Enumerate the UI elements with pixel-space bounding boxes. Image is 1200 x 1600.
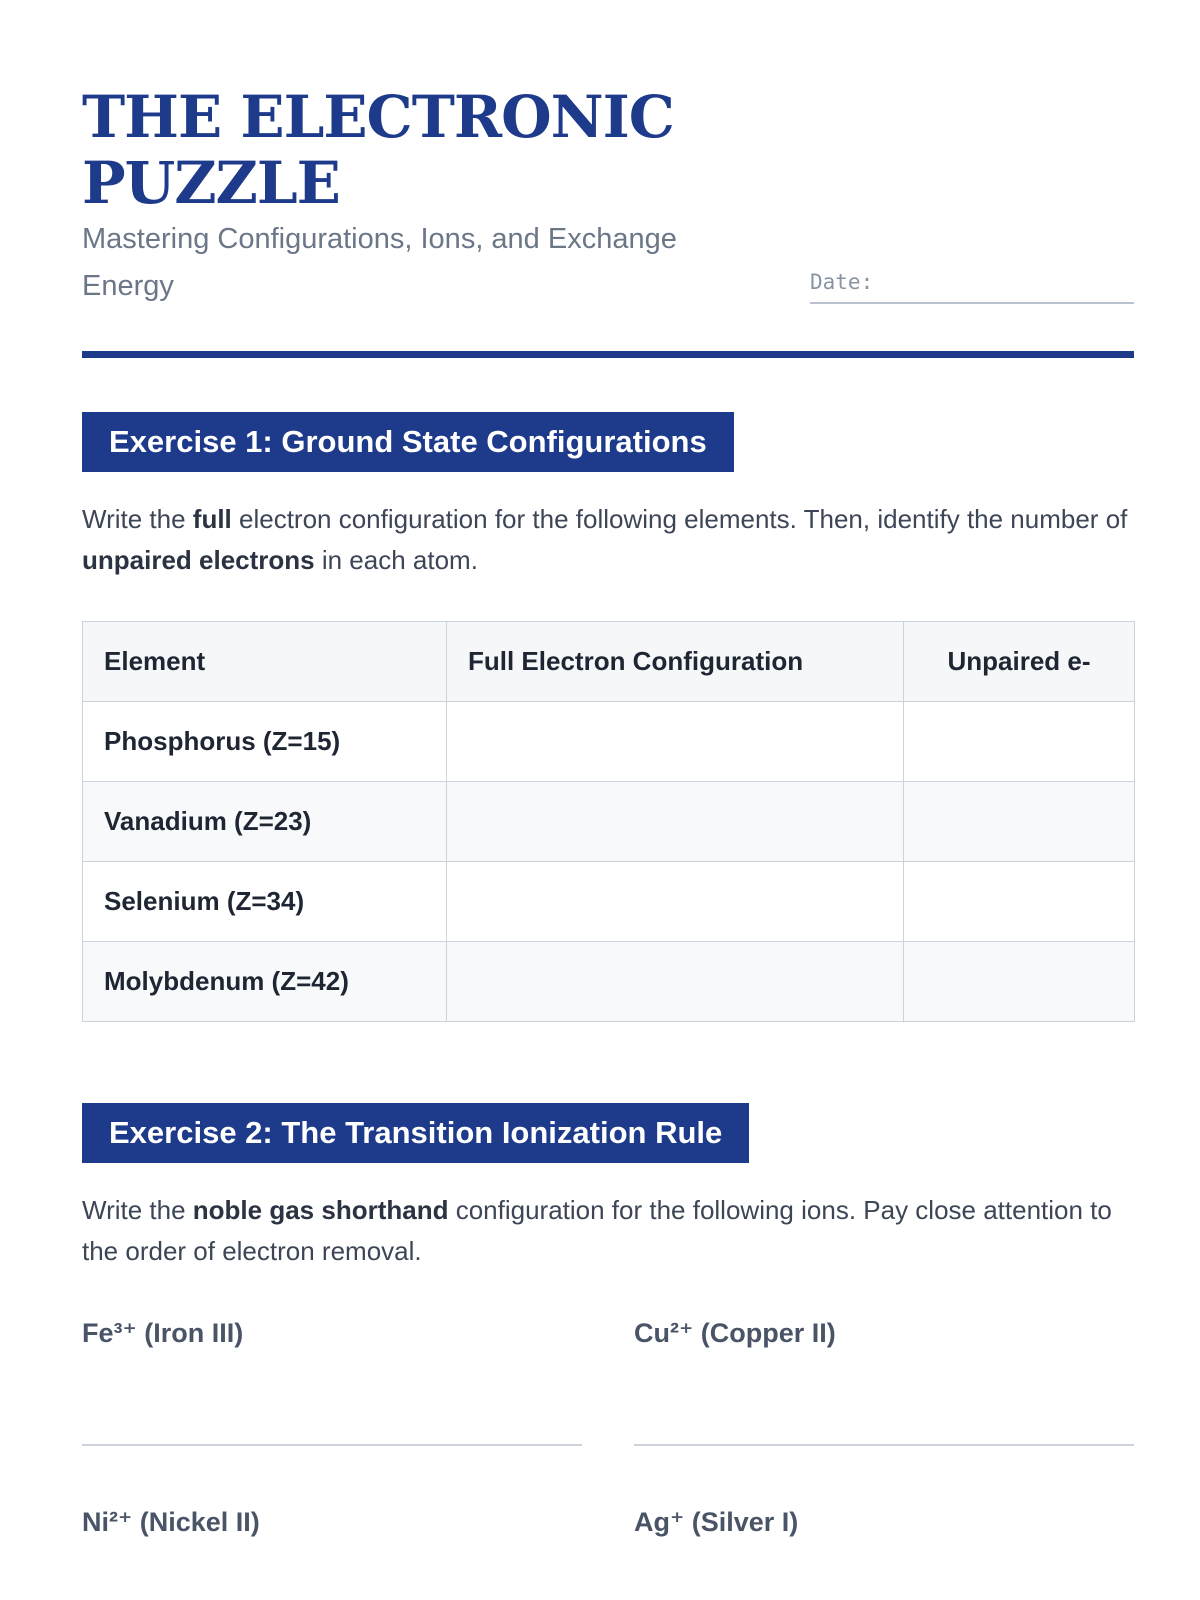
instr-text: configuration for the following ions. Pay close attention to the order of electron removal. (82, 1195, 1112, 1266)
column-header-unpaired: Unpaired e- (904, 622, 1135, 702)
unpaired-answer-cell[interactable] (904, 862, 1135, 942)
instr-bold: noble gas shorthand (192, 1195, 449, 1225)
ion-answer-block (634, 1316, 1134, 1350)
exercise-1-heading: Exercise 1: Ground State Configurations (82, 412, 734, 472)
exercise-2-instructions (82, 1190, 1142, 1272)
table-row (83, 782, 1135, 862)
element-cell: Vanadium (Z=23) (83, 782, 447, 862)
ion-label: Fe³⁺ (Iron III) (82, 1318, 244, 1348)
ion-label: Cu²⁺ (Copper II) (634, 1318, 836, 1348)
instr-text: Write the (82, 504, 193, 534)
ion-answer-block (82, 1505, 582, 1539)
date-label: Date: (810, 270, 874, 294)
instr-bold: full (192, 504, 232, 534)
element-cell: Selenium (Z=34) (83, 862, 447, 942)
element-cell: Molybdenum (Z=42) (83, 942, 447, 1022)
header-divider (82, 351, 1134, 358)
ion-label: Ni²⁺ (Nickel II) (82, 1507, 260, 1537)
column-header-configuration: Full Electron Configuration (447, 622, 904, 702)
title-line-2: PUZZLE (82, 149, 340, 217)
configuration-answer-cell[interactable] (447, 942, 904, 1022)
page-subtitle: Mastering Configurations, Ions, and Exchange Energy (82, 223, 677, 302)
configuration-table (82, 621, 1135, 1022)
configuration-answer-cell[interactable] (447, 862, 904, 942)
answer-line[interactable] (82, 1444, 582, 1446)
instr-text: in each atom. (314, 545, 478, 575)
exercise-1-instructions (82, 499, 1142, 581)
ion-answer-block (634, 1505, 1134, 1539)
table-row (83, 702, 1135, 782)
table-header-row (83, 622, 1135, 702)
instr-text: electron configuration for the following elements. Then, identify the number of (231, 504, 1128, 534)
element-cell: Phosphorus (Z=15) (83, 702, 447, 782)
page-title (82, 84, 762, 216)
exercise-2-heading: Exercise 2: The Transition Ionization Rule (82, 1103, 749, 1163)
date-field[interactable] (810, 270, 1134, 304)
instr-text: Write the (82, 1195, 193, 1225)
title-line-1: THE ELECTRONIC (82, 83, 674, 151)
configuration-answer-cell[interactable] (447, 782, 904, 862)
ion-answer-block (82, 1316, 582, 1350)
unpaired-answer-cell[interactable] (904, 702, 1135, 782)
unpaired-answer-cell[interactable] (904, 942, 1135, 1022)
table-row (83, 942, 1135, 1022)
answer-line[interactable] (634, 1444, 1134, 1446)
table-row (83, 862, 1135, 942)
unpaired-answer-cell[interactable] (904, 782, 1135, 862)
instr-bold: unpaired electrons (82, 545, 315, 575)
column-header-element: Element (83, 622, 447, 702)
configuration-answer-cell[interactable] (447, 702, 904, 782)
ion-label: Ag⁺ (Silver I) (634, 1507, 799, 1537)
